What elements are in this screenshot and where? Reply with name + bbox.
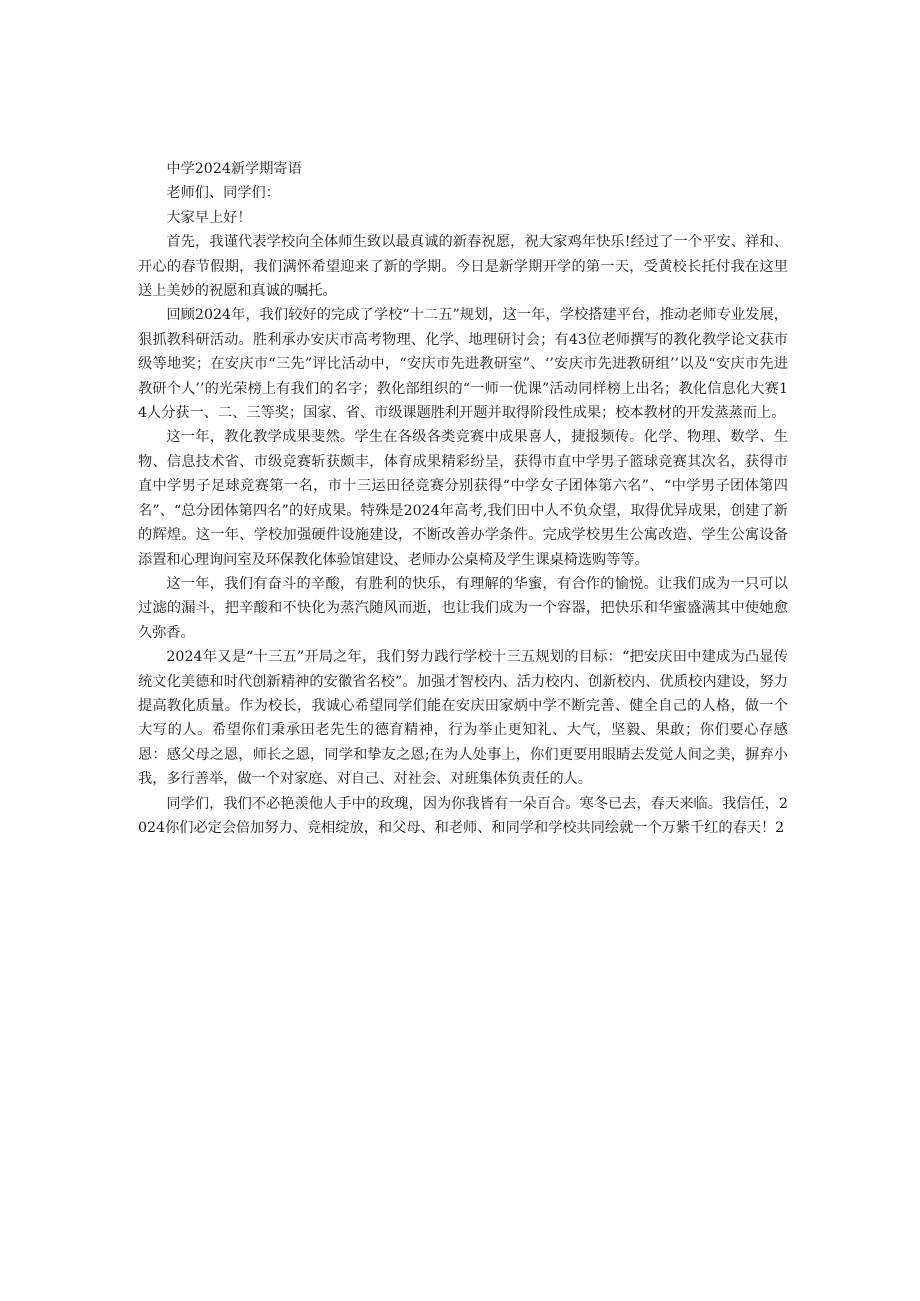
salutation: 老师们、同学们：: [166, 185, 280, 202]
paragraph-goals: 2024年又是“十三五”开局之年，我们努力践行学校十三五规划的目标：“把安庆田中建成为凸显传统文化美德和时代创新精神的安徽省名校”。加强才智校内、活力校内、创新校内、优质校内建设，努力提高教化质量。作为校长，我诚心希望同学们能在安庆田家炳中学不断完善、健全自己的人格，做一个大写的人。希望你们秉承田老先生的德育精神，行为举止更知礼、大气，坚毅、果敢；你们要心存感恩：感父母之恩，师长之恩，同学和挚友之恩;在为人处事上，你们更要用眼睛去发觉人间之美，摒弃小我，多行善举，做一个对家庭、对自己、对社会、对班集体负责任的人。: [138, 649, 788, 788]
paragraph-reflection: 这一年，我们有奋斗的辛酸，有胜利的快乐，有理解的华蜜，有合作的愉悦。让我们成为一只可以过滤的漏斗，把辛酸和不快化为蒸汽随风而逝，也让我们成为一个容器，把快乐和华蜜盛满其中使她愈久弥香。: [138, 575, 788, 641]
paragraph-closing: 同学们，我们不必艳羡他人手中的玫瑰，因为你我皆有一朵百合。寒冬已去，春天来临。我信任，2024你们必定会倍加努力、竞相绽放，和父母、和老师、和同学和学校共同绘就一个万紫千红的春天！2: [138, 795, 788, 836]
document-title: 中学2024新学期寄语: [166, 161, 302, 177]
document-body: [138, 157, 788, 840]
greeting: 大家早上好！: [166, 209, 252, 226]
paragraph-new-year-wishes: 首先，我谨代表学校向全体师生致以最真诚的新春祝愿，祝大家鸡年快乐!经过了一个平安、祥和、开心的春节假期，我们满怀希望迎来了新的学期。今日是新学期开学的第一天，受黄校长托付我在这里送上美妙的祝愿和真诚的嘱托。: [138, 234, 788, 300]
paragraph-review-2024: 回顾2024年，我们较好的完成了学校“十二五”规划，这一年，学校搭建平台，推动老师专业发展，狠抓教科研活动。胜利承办安庆市高考物理、化学、地理研讨会；有43位老师撰写的教化教学论文获市级等地奖；在安庆市“三先”评比活动中，“安庆市先进教研室”、‘’安庆市先进教研组’’以及“安庆市先进教研个人’’的光荣榜上有我们的名字；教化部组织的“一师一优课”活动同样榜上出名；教化信息化大赛14人分获一、二、三等奖；国家、省、市级课题胜利开题并取得阶段性成果；校本教材的开发蒸蒸而上。: [138, 307, 788, 422]
paragraph-teaching-achievements: 这一年，教化教学成果斐然。学生在各级各类竞赛中成果喜人，捷报频传。化学、物理、数学、生物、信息技术省、市级竞赛斩获颇丰，体育成果精彩纷呈，获得市直中学男子篮球竞赛其次名，获得市直中学男子足球竞赛第一名，市十三运田径竞赛分别获得“中学女子团体第六名”、“中学男子团体第四名”、“总分团体第四名”的好成果。特殊是2024年高考,我们田中人不负众望，取得优异成果，创建了新的辉煌。这一年、学校加强硬件设施建设，不断改善办学条件。完成学校男生公寓改造、学生公寓设备添置和心理询问室及环保教化体验馆建设、老师办公桌椅及学生课桌椅选购等等。: [138, 429, 788, 568]
